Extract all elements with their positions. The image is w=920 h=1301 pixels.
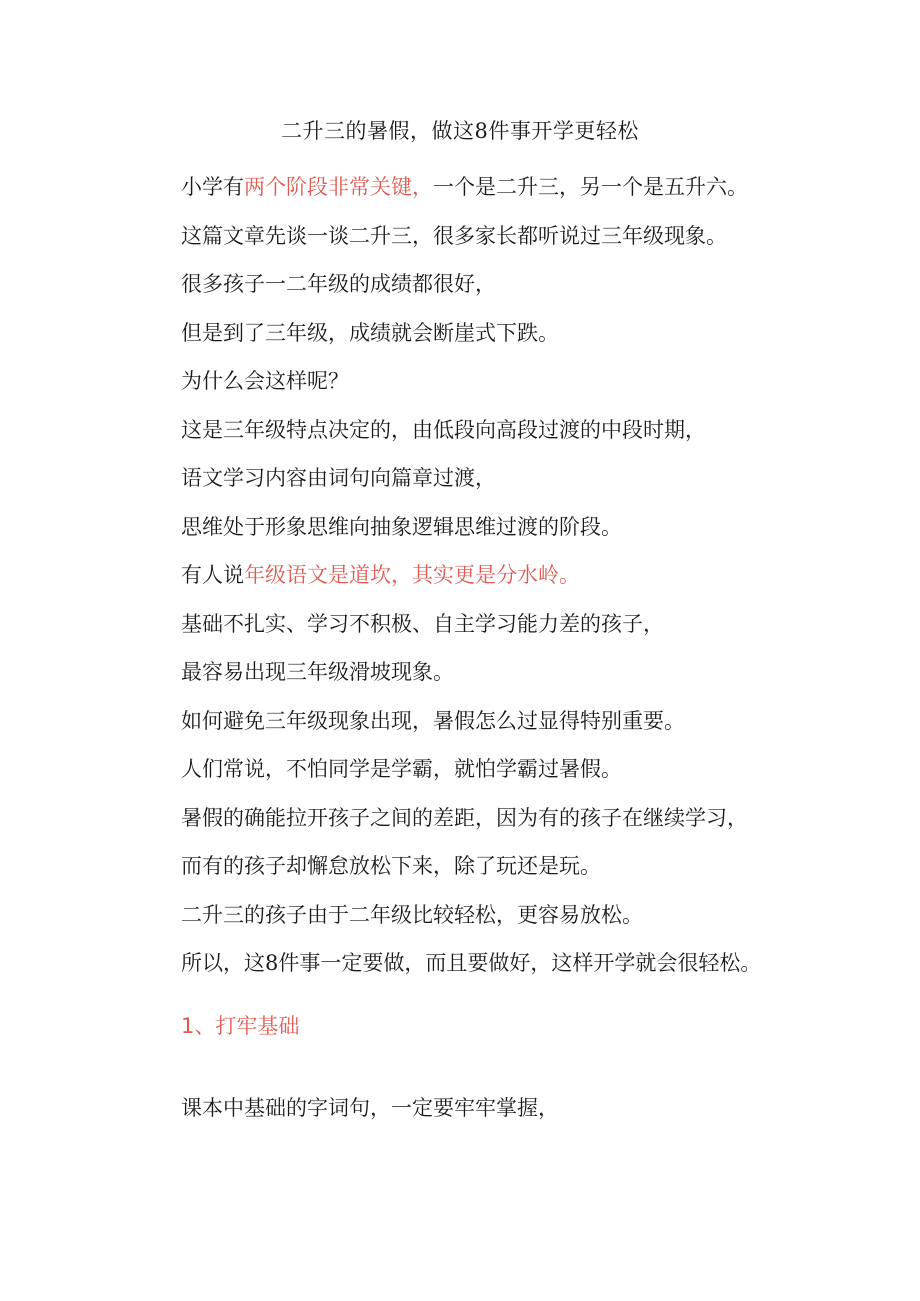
paragraph: 人们常说，不怕同学是学霸，就怕学霸过暑假。 — [181, 757, 622, 781]
paragraph: 为什么会这样呢？ — [181, 369, 349, 393]
document-body — [139, 163, 779, 1132]
paragraph: 但是到了三年级，成绩就会断崖式下跌。 — [181, 320, 559, 345]
paragraph-text: 小学有 — [181, 175, 244, 199]
highlighted-text: 年级语文是道坎，其实更是分水岭。 — [244, 563, 580, 587]
paragraph: 最容易出现三年级滑坡现象。 — [181, 660, 454, 684]
paragraph: 二升三的孩子由于二年级比较轻松，更容易放松。 — [181, 902, 643, 927]
paragraph: 暑假的确能拉开孩子之间的差距，因为有的孩子在继续学习， — [181, 805, 748, 830]
paragraph — [139, 551, 779, 600]
paragraph: 而有的孩子却懈怠放松下来，除了玩还是玩。 — [181, 854, 601, 878]
paragraph: 很多孩子一二年级的成绩都很好， — [181, 272, 496, 296]
paragraph-text: 有人说 — [181, 563, 244, 587]
document-title: 二升三的暑假，做这8件事开学更轻松 — [281, 119, 639, 143]
paragraph: 语文学习内容由词句向篇章过渡， — [181, 466, 496, 490]
highlighted-text: 两个阶段非常关键， — [244, 175, 433, 199]
paragraph: 课本中基础的字词句，一定要牢牢掌握， — [181, 1095, 559, 1120]
paragraph-text: 一个是二升三，另一个是五升六。 — [433, 175, 748, 199]
paragraph: 基础不扎实、学习不积极、自主学习能力差的孩子， — [181, 611, 664, 636]
paragraph — [139, 163, 779, 212]
paragraph: 思维处于形象思维向抽象逻辑思维过渡的阶段。 — [181, 514, 622, 539]
paragraph: 这是三年级特点决定的，由低段向高段过渡的中段时期， — [181, 417, 706, 442]
section-heading: 1、打牢基础 — [181, 1013, 300, 1038]
paragraph: 所以，这8件事一定要做，而且要做好，这样开学就会很轻松。 — [181, 951, 762, 975]
paragraph: 这篇文章先谈一谈二升三，很多家长都听说过三年级现象。 — [181, 223, 727, 248]
paragraph: 如何避免三年级现象出现，暑假怎么过显得特别重要。 — [181, 708, 685, 733]
